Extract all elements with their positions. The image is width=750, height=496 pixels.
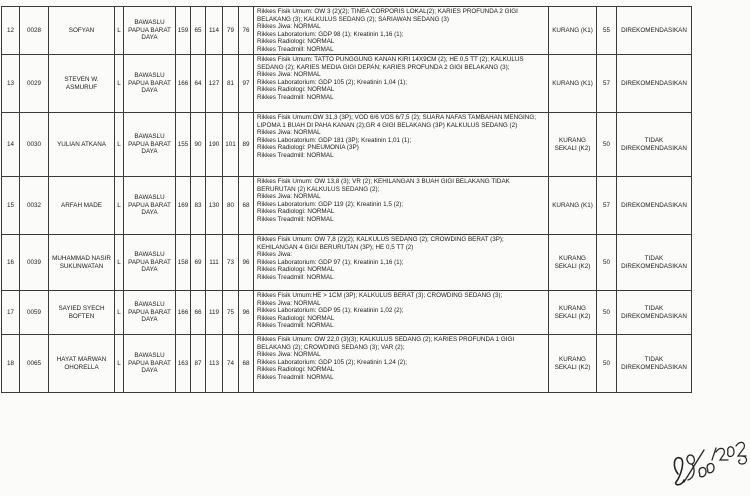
score-cell: 55	[597, 7, 617, 55]
measure-3-cell: 119	[206, 291, 223, 335]
measure-4-cell: 75	[223, 291, 239, 335]
participant-name-cell: SOFYAN	[49, 7, 115, 55]
result-cell: DIREKOMENDASIKAN	[617, 177, 692, 235]
measure-4-cell: 74	[223, 335, 239, 393]
result-cell: TIDAK DIREKOMENDASIKAN	[617, 113, 692, 177]
row-number-cell: 12	[2, 7, 20, 55]
results-table	[1, 6, 692, 393]
unit-cell: BAWASLU PAPUA BARAT DAYA	[124, 177, 176, 235]
category-cell: KURANG SEKALI (K2)	[549, 113, 597, 177]
row-number-cell: 15	[2, 177, 20, 235]
measure-4-cell: 73	[223, 235, 239, 291]
participant-name-cell: STEVEN W. ASMURUF	[49, 55, 115, 113]
measure-3-cell: 127	[206, 55, 223, 113]
result-cell: TIDAK DIREKOMENDASIKAN	[617, 235, 692, 291]
measure-5-cell: 97	[239, 55, 254, 113]
participant-name-cell: YULIAN ATKANA	[49, 113, 115, 177]
table-row	[2, 113, 692, 177]
exam-findings-cell: Rikkes Fisik Umum: OW 22,0 (3)(3); KALKULUS SEDANG (2); KARIES PROFUNDA 1 GIGI BELAKANG (2); CROWDING SEDANG (3); VAR (2); Rikkes Jiwa: NORMAL Rikkes Laboratorium: GDP 105 (2); Kreatinin 1,24 (2); Rikkes Radiologi: NORMAL Rikkes Treadmill: NORMAL	[254, 335, 549, 393]
row-number-cell: 17	[2, 291, 20, 335]
row-number-cell: 14	[2, 113, 20, 177]
unit-cell: BAWASLU PAPUA BARAT DAYA	[124, 235, 176, 291]
weight-kg-cell: 90	[191, 113, 206, 177]
sex-cell: L	[115, 7, 124, 55]
weight-kg-cell: 69	[191, 235, 206, 291]
weight-kg-cell: 66	[191, 291, 206, 335]
result-cell: TIDAK DIREKOMENDASIKAN	[617, 335, 692, 393]
table-row	[2, 55, 692, 113]
score-cell: 50	[597, 335, 617, 393]
score-cell: 57	[597, 55, 617, 113]
measure-5-cell: 68	[239, 177, 254, 235]
category-cell: KURANG (K1)	[549, 7, 597, 55]
participant-code-cell: 0059	[20, 291, 49, 335]
participant-code-cell: 0028	[20, 7, 49, 55]
table-row	[2, 235, 692, 291]
height-cm-cell: 155	[176, 113, 191, 177]
participant-code-cell: 0030	[20, 113, 49, 177]
participant-code-cell: 0029	[20, 55, 49, 113]
measure-5-cell: 96	[239, 235, 254, 291]
exam-findings-cell: Rikkes Fisik Umum: TATTO PUNGGUNG KANAN KIRI 14X9CM (2); HE 0,5 TT (2); KALKULUS SEDANG (2); KARIES MEDIA GIGI DEPAN; KARIES PROFUNDA 2 GIGI BELAKANG (3); Rikkes Jiwa: NORMAL Rikkes Laboratorium: GDP 105 (2); Kreatinin 1,04 (1); Rikkes Radiologi: NORMAL Rikkes Treadmill: NORMAL	[254, 55, 549, 113]
exam-findings-cell: Rikkes Fisik Umum: OW 13,8 (3); VR (2); KEHILANGAN 3 BUAH GIGI BELAKANG TIDAK BERURUTAN (2) KALKULUS SEDANG (2); Rikkes Jiwa: NORMAL Rikkes Laboratorium: GDP 119 (2); Kreatinin 1,5 (2); Rikkes Radiologi: NORMAL Rikkes Treadmill: NORMAL	[254, 177, 549, 235]
participant-name-cell: MUHAMMAD NASIR SUKUNWATAN	[49, 235, 115, 291]
sex-cell: L	[115, 113, 124, 177]
weight-kg-cell: 65	[191, 7, 206, 55]
unit-cell: BAWASLU PAPUA BARAT DAYA	[124, 113, 176, 177]
measure-4-cell: 101	[223, 113, 239, 177]
measure-4-cell: 81	[223, 55, 239, 113]
unit-cell: BAWASLU PAPUA BARAT DAYA	[124, 335, 176, 393]
category-cell: KURANG SEKALI (K2)	[549, 291, 597, 335]
sex-cell: L	[115, 291, 124, 335]
sex-cell: L	[115, 235, 124, 291]
participant-code-cell: 0065	[20, 335, 49, 393]
measure-5-cell: 76	[239, 7, 254, 55]
measure-3-cell: 113	[206, 335, 223, 393]
category-cell: KURANG SEKALI (K2)	[549, 235, 597, 291]
score-cell: 57	[597, 177, 617, 235]
measure-5-cell: 89	[239, 113, 254, 177]
unit-cell: BAWASLU PAPUA BARAT DAYA	[124, 55, 176, 113]
measure-3-cell: 190	[206, 113, 223, 177]
height-cm-cell: 166	[176, 55, 191, 113]
height-cm-cell: 163	[176, 335, 191, 393]
weight-kg-cell: 64	[191, 55, 206, 113]
table-row	[2, 291, 692, 335]
exam-findings-cell: Rikkes Fisik Umum: OW 7,8 (2)(2); KALKULUS SEDANG (2); CROWDING BERAT (3P); KEHILANGAN 4 GIGI BERURUTAN (3P); HE 0,5 TT (2) Rikkes Jiwa: Rikkes Laboratorium: GDP 97 (1); Kreatinin 1,16 (1); Rikkes Radiologi: NORMAL Rikkes Treadmill: NORMAL	[254, 235, 549, 291]
participant-code-cell: 0032	[20, 177, 49, 235]
category-cell: KURANG SEKALI (K2)	[549, 335, 597, 393]
row-number-cell: 18	[2, 335, 20, 393]
height-cm-cell: 159	[176, 7, 191, 55]
sex-cell: L	[115, 177, 124, 235]
height-cm-cell: 169	[176, 177, 191, 235]
participant-name-cell: ARFAH MADE	[49, 177, 115, 235]
row-number-cell: 13	[2, 55, 20, 113]
exam-findings-cell: Rikkes Fisik Umum:HE > 1CM (3P); KALKULUS BERAT (3); CROWDING SEDANG (3); Rikkes Jiwa: NORMAL Rikkes Laboratorium: GDP 95 (1); Kreatinin 1,02 (2); Rikkes Radiologi: NORMAL Rikkes Treadmill: NORMAL	[254, 291, 549, 335]
participant-name-cell: HAYAT MARWAN OHORELLA	[49, 335, 115, 393]
category-cell: KURANG (K1)	[549, 177, 597, 235]
sex-cell: L	[115, 335, 124, 393]
score-cell: 50	[597, 291, 617, 335]
result-cell: DIREKOMENDASIKAN	[617, 55, 692, 113]
measure-3-cell: 130	[206, 177, 223, 235]
sex-cell: L	[115, 55, 124, 113]
result-cell: DIREKOMENDASIKAN	[617, 7, 692, 55]
exam-findings-cell: Rikkes Fisik Umum: OW 3 (2)(2); TINEA CORPORIS LOKAL(2); KARIES PROFUNDA 2 GIGI BELAKANG (3); KALKULUS SEDANG (2); SARIAWAN SEDANG (3) Rikkes Jiwa: NORMAL Rikkes Laboratorium: GDP 98 (1); Kreatinin 1,16 (1); Rikkes Radiologi: NORMAL Rikkes Treadmill: NORMAL	[254, 7, 549, 55]
measure-5-cell: 68	[239, 335, 254, 393]
weight-kg-cell: 87	[191, 335, 206, 393]
measure-4-cell: 79	[223, 7, 239, 55]
table-row	[2, 7, 692, 55]
table-row	[2, 335, 692, 393]
table-row	[2, 177, 692, 235]
result-cell: TIDAK DIREKOMENDASIKAN	[617, 291, 692, 335]
row-number-cell: 16	[2, 235, 20, 291]
participant-name-cell: SAYIED SYECH BOFTEN	[49, 291, 115, 335]
unit-cell: BAWASLU PAPUA BARAT DAYA	[124, 7, 176, 55]
height-cm-cell: 166	[176, 291, 191, 335]
measure-3-cell: 111	[206, 235, 223, 291]
participant-code-cell: 0039	[20, 235, 49, 291]
handwritten-signature	[666, 430, 750, 492]
score-cell: 50	[597, 235, 617, 291]
measure-4-cell: 80	[223, 177, 239, 235]
height-cm-cell: 158	[176, 235, 191, 291]
weight-kg-cell: 83	[191, 177, 206, 235]
exam-findings-cell: Rikkes Fisik Umum:OW 31,3 (3P); VOD 6/6 VOS 6/7,5 (2); SUARA NAFAS TAMBAHAN MENGING; LIPOMA 1 BUAH DI PAHA KANAN (2);GR 4 GIGI BELAKANG (3P) KALKULUS SEDANG (2) Rikkes Jiwa: NORMAL Rikkes Laboratorium: GDP 181 (3P); Kreatinin 1,01 (1); Rikkes Radiologi: PNEUMONIA (3P) Rikkes Treadmill: NORMAL	[254, 113, 549, 177]
category-cell: KURANG (K1)	[549, 55, 597, 113]
measure-3-cell: 114	[206, 7, 223, 55]
unit-cell: BAWASLU PAPUA BARAT DAYA	[124, 291, 176, 335]
score-cell: 50	[597, 113, 617, 177]
measure-5-cell: 96	[239, 291, 254, 335]
